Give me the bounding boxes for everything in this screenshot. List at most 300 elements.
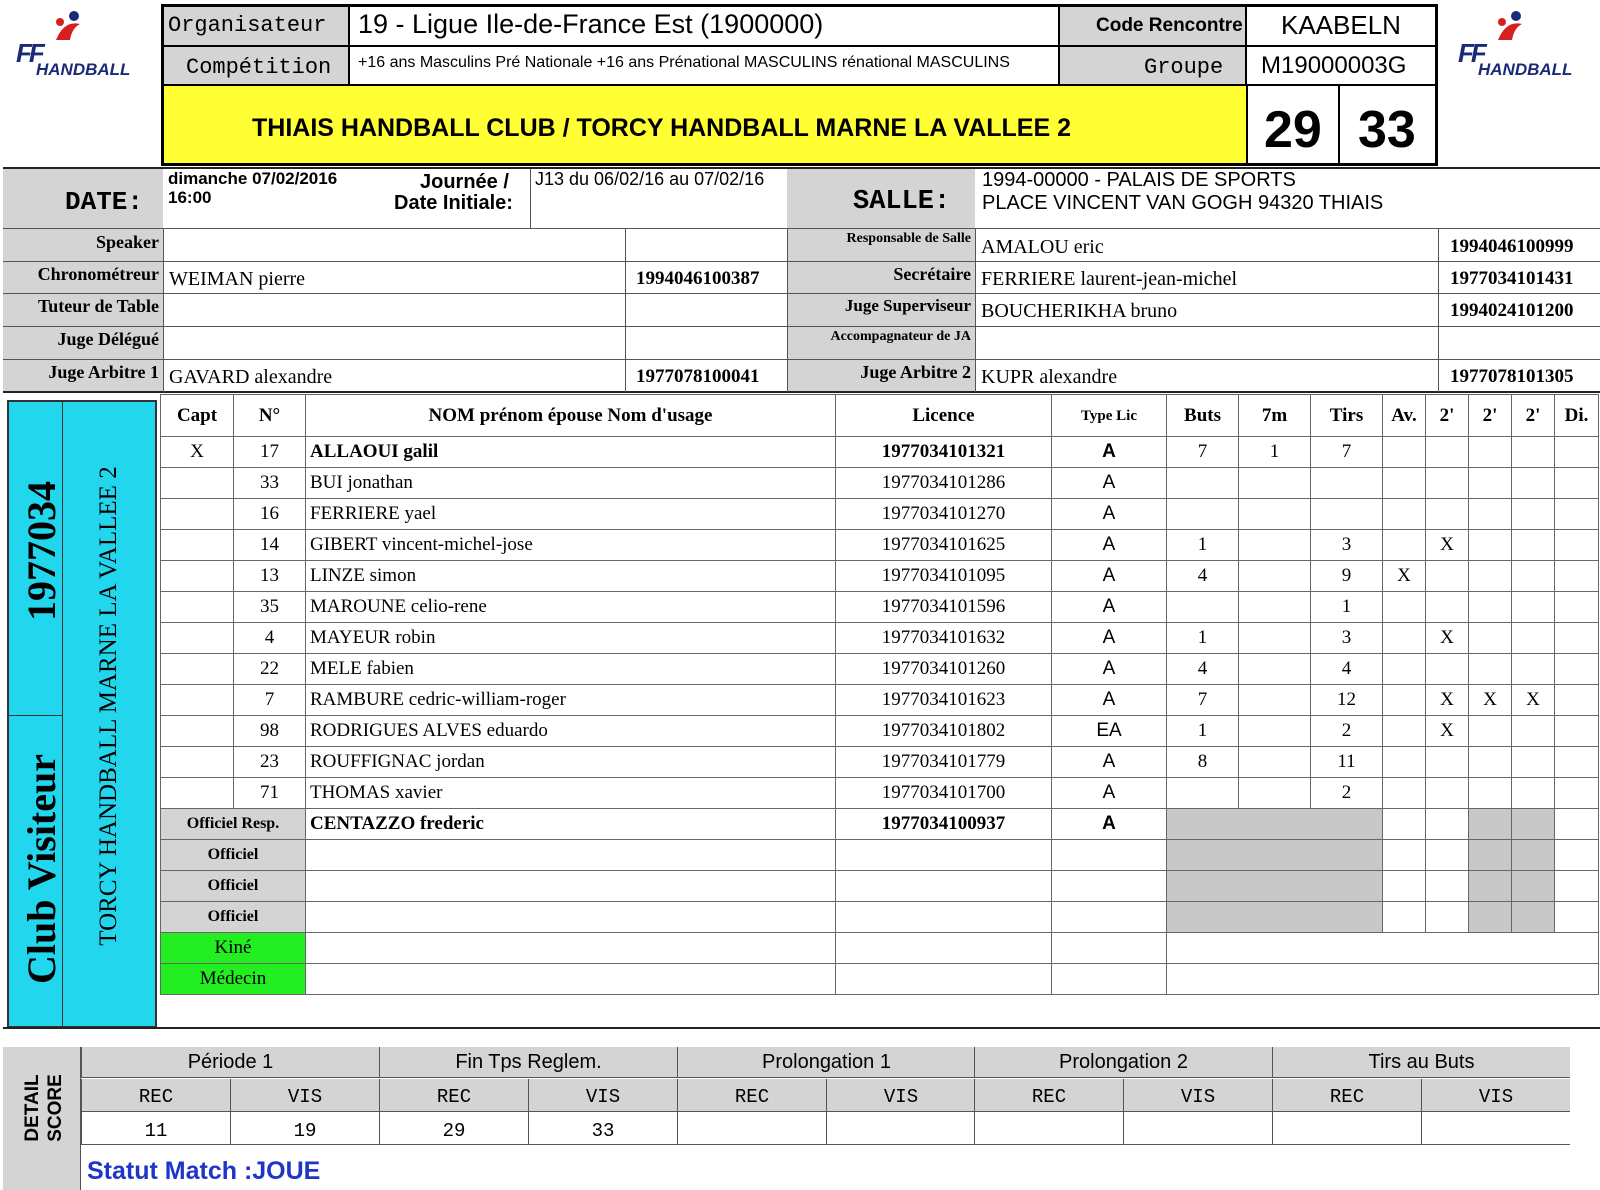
organisateur-value: 19 - Ligue Ile-de-France Est (1900000) — [358, 9, 824, 39]
player-tirs: 3 — [1311, 530, 1383, 561]
player-name: BUI jonathan — [306, 468, 836, 499]
player-licence: 1977034101260 — [836, 654, 1052, 685]
staff-type — [1052, 840, 1167, 871]
handball-player-icon — [1492, 10, 1532, 46]
staff-row — [161, 871, 1599, 902]
player-di — [1555, 623, 1599, 654]
period-vis-label: VIS — [1123, 1079, 1272, 1112]
col-7m: 7m — [1239, 395, 1311, 437]
period-rec-value: 29 — [379, 1112, 528, 1145]
journee-value: J13 du 06/02/16 au 07/02/16 — [535, 169, 765, 189]
period-label: Prolongation 2 — [974, 1047, 1272, 1078]
player-tirs: 2 — [1311, 716, 1383, 747]
player-capt — [161, 468, 234, 499]
staff-row — [161, 902, 1599, 933]
groupe-label: Groupe — [1058, 47, 1247, 84]
staff-av — [1383, 809, 1426, 840]
player-s1 — [1426, 778, 1469, 809]
player-s2 — [1469, 747, 1512, 778]
official-label-tuteur: Tuteur de Table — [37, 296, 159, 316]
staff-licence: 1977034100937 — [836, 809, 1052, 840]
player-capt — [161, 747, 234, 778]
player-s2 — [1469, 623, 1512, 654]
official-name-speaker — [167, 230, 622, 261]
player-m7: 1 — [1239, 437, 1311, 468]
player-row — [161, 778, 1599, 809]
period-rec-label: REC — [1272, 1079, 1421, 1112]
player-s1 — [1426, 437, 1469, 468]
player-m7 — [1239, 685, 1311, 716]
official-label-juge-delegue: Juge Délégué — [57, 329, 159, 349]
player-tirs: 7 — [1311, 437, 1383, 468]
period-rec-value: 11 — [81, 1112, 230, 1145]
player-num: 14 — [234, 530, 306, 561]
staff-s3 — [1512, 871, 1555, 902]
player-row — [161, 592, 1599, 623]
period-rec-value — [677, 1112, 826, 1145]
staff-s2 — [1469, 871, 1512, 902]
staff-type: A — [1052, 809, 1167, 840]
staff-stats-blocked — [1167, 871, 1383, 902]
salle-line2: PLACE VINCENT VAN GOGH 94320 THIAIS — [982, 192, 1384, 214]
club-name: TORCY HANDBALL MARNE LA VALLEE 2 — [95, 466, 122, 946]
staff-role: Officiel — [161, 902, 306, 933]
period-vis-value: 33 — [528, 1112, 677, 1145]
player-di — [1555, 716, 1599, 747]
player-s3 — [1512, 623, 1555, 654]
player-row — [161, 716, 1599, 747]
player-av — [1383, 716, 1426, 747]
player-s2 — [1469, 437, 1512, 468]
player-tirs: 1 — [1311, 592, 1383, 623]
period-vis-label: VIS — [528, 1079, 677, 1112]
official-label-secretaire: Secrétaire — [893, 264, 971, 284]
roster-header-row — [161, 395, 1599, 437]
period-vis-value — [826, 1112, 975, 1145]
player-name: LINZE simon — [306, 561, 836, 592]
player-row — [161, 499, 1599, 530]
player-row — [161, 623, 1599, 654]
staff-role: Officiel Resp. — [161, 809, 306, 840]
player-buts: 1 — [1167, 623, 1239, 654]
staff-s3 — [1512, 840, 1555, 871]
period-rec-value — [1272, 1112, 1421, 1145]
player-type: A — [1052, 623, 1167, 654]
club-code: 1977034 — [19, 481, 64, 621]
player-row — [161, 561, 1599, 592]
player-licence: 1977034101625 — [836, 530, 1052, 561]
staff-s1 — [1426, 902, 1469, 933]
player-licence: 1977034101321 — [836, 437, 1052, 468]
player-s2: X — [1469, 685, 1512, 716]
player-s3 — [1512, 530, 1555, 561]
player-name: RODRIGUES ALVES eduardo — [306, 716, 836, 747]
player-s3 — [1512, 499, 1555, 530]
official-licence-secretaire: 1977034101431 — [1450, 268, 1574, 289]
player-di — [1555, 530, 1599, 561]
staff-name — [306, 840, 836, 871]
medical-type — [1052, 933, 1167, 964]
player-m7 — [1239, 561, 1311, 592]
logo-handball-text: HANDBALL — [1478, 60, 1573, 79]
medical-empty — [1167, 964, 1599, 995]
staff-row — [161, 809, 1599, 840]
salle-line1: 1994-00000 - PALAIS DE SPORTS — [982, 169, 1296, 191]
player-tirs: 2 — [1311, 778, 1383, 809]
staff-stats-blocked — [1167, 902, 1383, 933]
player-m7 — [1239, 468, 1311, 499]
period-vis-value: 19 — [230, 1112, 379, 1145]
official-label-arbitre-2: Juge Arbitre 2 — [860, 362, 971, 382]
player-capt — [161, 654, 234, 685]
official-name-arbitre-2: KUPR alexandre — [981, 366, 1118, 388]
player-capt — [161, 685, 234, 716]
match-status: Statut Match :JOUE — [87, 1157, 321, 1185]
official-label-responsable-salle: Responsable de Salle — [846, 231, 971, 246]
player-s2 — [1469, 778, 1512, 809]
official-label-speaker: Speaker — [96, 232, 159, 252]
player-m7 — [1239, 747, 1311, 778]
player-tirs: 9 — [1311, 561, 1383, 592]
detail-label-line2: SCORE — [45, 1074, 66, 1142]
code-rencontre-label: Code Rencontre — [1058, 7, 1247, 45]
player-m7 — [1239, 623, 1311, 654]
player-licence: 1977034101802 — [836, 716, 1052, 747]
player-type: A — [1052, 437, 1167, 468]
player-s2 — [1469, 530, 1512, 561]
player-s3: X — [1512, 685, 1555, 716]
staff-licence — [836, 840, 1052, 871]
ff-handball-logo-right — [1452, 10, 1592, 90]
player-name: FERRIERE yael — [306, 499, 836, 530]
player-capt — [161, 499, 234, 530]
player-row — [161, 530, 1599, 561]
col-name: NOM prénom épouse Nom d'usage — [306, 395, 836, 437]
player-name: MAYEUR robin — [306, 623, 836, 654]
medical-role: Médecin — [161, 964, 306, 995]
period-rec-label: REC — [379, 1079, 528, 1112]
player-licence: 1977034101596 — [836, 592, 1052, 623]
player-row — [161, 437, 1599, 468]
player-av — [1383, 685, 1426, 716]
player-name: MAROUNE celio-rene — [306, 592, 836, 623]
player-di — [1555, 685, 1599, 716]
official-licence-responsable-salle: 1994046100999 — [1450, 236, 1574, 257]
player-buts: 7 — [1167, 437, 1239, 468]
staff-s1 — [1426, 809, 1469, 840]
staff-s2 — [1469, 840, 1512, 871]
competition-label: Compétition — [164, 47, 350, 84]
player-type: A — [1052, 592, 1167, 623]
official-label-accompagnateur: Accompagnateur de JA — [830, 329, 971, 344]
official-licence-juge-superviseur: 1994024101200 — [1450, 300, 1574, 321]
player-name: RAMBURE cedric-william-roger — [306, 685, 836, 716]
logo-ff-text: FF — [16, 38, 42, 68]
player-av — [1383, 437, 1426, 468]
col-2min-3: 2' — [1512, 395, 1555, 437]
ff-handball-logo-left — [10, 10, 150, 90]
player-av — [1383, 530, 1426, 561]
handball-player-icon — [50, 10, 90, 46]
staff-av — [1383, 902, 1426, 933]
player-num: 23 — [234, 747, 306, 778]
player-licence: 1977034101632 — [836, 623, 1052, 654]
player-s3 — [1512, 716, 1555, 747]
player-num: 35 — [234, 592, 306, 623]
official-licence-juge-delegue — [628, 327, 786, 358]
official-name-tuteur — [167, 294, 622, 325]
player-s3 — [1512, 437, 1555, 468]
staff-name — [306, 902, 836, 933]
staff-di — [1555, 840, 1599, 871]
period-rec-value — [974, 1112, 1123, 1145]
period-label: Tirs au Buts — [1272, 1047, 1570, 1078]
staff-stats-blocked — [1167, 840, 1383, 871]
player-di — [1555, 654, 1599, 685]
player-m7 — [1239, 716, 1311, 747]
player-type: EA — [1052, 716, 1167, 747]
medical-name — [306, 933, 836, 964]
player-di — [1555, 778, 1599, 809]
player-s1 — [1426, 592, 1469, 623]
official-licence-speaker — [628, 230, 786, 261]
player-num: 33 — [234, 468, 306, 499]
col-licence: Licence — [836, 395, 1052, 437]
club-side-label: Club Visiteur — [19, 753, 64, 985]
player-num: 98 — [234, 716, 306, 747]
player-m7 — [1239, 592, 1311, 623]
player-buts — [1167, 499, 1239, 530]
code-rencontre-value: KAABELN — [1281, 10, 1401, 40]
logo-ff-text: FF — [1458, 38, 1484, 68]
player-av — [1383, 778, 1426, 809]
score-away: 33 — [1358, 101, 1416, 159]
player-type: A — [1052, 685, 1167, 716]
staff-s1 — [1426, 871, 1469, 902]
player-name: MELE fabien — [306, 654, 836, 685]
official-name-accompagnateur — [979, 327, 1435, 358]
official-licence-tuteur — [628, 294, 786, 325]
date-value-line2: 16:00 — [168, 188, 212, 207]
official-name-responsable-salle: AMALOU eric — [981, 236, 1104, 258]
score-home: 29 — [1250, 86, 1340, 163]
player-buts: 7 — [1167, 685, 1239, 716]
player-tirs: 11 — [1311, 747, 1383, 778]
col-av: Av. — [1383, 395, 1426, 437]
period-rec-label: REC — [81, 1079, 230, 1112]
player-num: 7 — [234, 685, 306, 716]
player-s2 — [1469, 654, 1512, 685]
player-tirs: 3 — [1311, 623, 1383, 654]
player-capt — [161, 623, 234, 654]
player-type: A — [1052, 747, 1167, 778]
staff-licence — [836, 871, 1052, 902]
period-vis-label: VIS — [230, 1079, 379, 1112]
col-tirs: Tirs — [1311, 395, 1383, 437]
player-buts: 1 — [1167, 716, 1239, 747]
player-capt — [161, 778, 234, 809]
staff-av — [1383, 871, 1426, 902]
medical-empty — [1167, 933, 1599, 964]
player-s2 — [1469, 468, 1512, 499]
player-av: X — [1383, 561, 1426, 592]
player-buts — [1167, 778, 1239, 809]
player-num: 13 — [234, 561, 306, 592]
player-di — [1555, 561, 1599, 592]
medical-name — [306, 964, 836, 995]
player-licence: 1977034101286 — [836, 468, 1052, 499]
player-name: GIBERT vincent-michel-jose — [306, 530, 836, 561]
date-label: DATE: — [3, 169, 163, 228]
player-tirs — [1311, 499, 1383, 530]
medical-row — [161, 933, 1599, 964]
player-num: 16 — [234, 499, 306, 530]
player-licence: 1977034101095 — [836, 561, 1052, 592]
official-licence-arbitre-2: 1977078101305 — [1450, 366, 1574, 387]
period-vis-value — [1123, 1112, 1272, 1145]
official-name-secretaire: FERRIERE laurent-jean-michel — [981, 268, 1238, 290]
player-type: A — [1052, 530, 1167, 561]
staff-s2 — [1469, 809, 1512, 840]
competition-value: +16 ans Masculins Pré Nationale +16 ans Prénational MASCULINS rénational MASCULINS — [358, 54, 1010, 71]
medical-type — [1052, 964, 1167, 995]
official-label-juge-superviseur: Juge Superviseur — [844, 296, 971, 315]
player-licence: 1977034101700 — [836, 778, 1052, 809]
player-type: A — [1052, 561, 1167, 592]
player-s2 — [1469, 499, 1512, 530]
col-type-lic: Type Lic — [1052, 395, 1167, 437]
player-tirs: 4 — [1311, 654, 1383, 685]
player-di — [1555, 592, 1599, 623]
player-name: ROUFFIGNAC jordan — [306, 747, 836, 778]
player-buts: 1 — [1167, 530, 1239, 561]
staff-s1 — [1426, 840, 1469, 871]
player-s1: X — [1426, 623, 1469, 654]
player-capt: X — [161, 437, 234, 468]
player-s3 — [1512, 468, 1555, 499]
date-value-line1: dimanche 07/02/2016 — [168, 169, 338, 188]
medical-licence — [836, 964, 1052, 995]
staff-di — [1555, 902, 1599, 933]
medical-row — [161, 964, 1599, 995]
player-type: A — [1052, 499, 1167, 530]
player-licence: 1977034101623 — [836, 685, 1052, 716]
player-row — [161, 654, 1599, 685]
col-di: Di. — [1555, 395, 1599, 437]
player-num: 17 — [234, 437, 306, 468]
player-capt — [161, 561, 234, 592]
roster-table — [160, 394, 1599, 995]
player-capt — [161, 716, 234, 747]
player-type: A — [1052, 654, 1167, 685]
staff-stats-blocked — [1167, 809, 1383, 840]
medical-role: Kiné — [161, 933, 306, 964]
staff-role: Officiel — [161, 840, 306, 871]
staff-av — [1383, 840, 1426, 871]
player-av — [1383, 654, 1426, 685]
player-m7 — [1239, 499, 1311, 530]
player-s1 — [1426, 499, 1469, 530]
player-av — [1383, 747, 1426, 778]
player-s3 — [1512, 592, 1555, 623]
staff-name — [306, 871, 836, 902]
player-s1: X — [1426, 530, 1469, 561]
journee-label-line2: Date Initiale: — [394, 192, 513, 214]
player-buts — [1167, 592, 1239, 623]
player-buts: 4 — [1167, 654, 1239, 685]
official-label-arbitre-1: Juge Arbitre 1 — [48, 362, 159, 382]
player-s1: X — [1426, 716, 1469, 747]
salle-label: SALLE: — [787, 169, 975, 228]
period-vis-label: VIS — [1421, 1079, 1570, 1112]
player-s1 — [1426, 747, 1469, 778]
player-av — [1383, 499, 1426, 530]
staff-s2 — [1469, 902, 1512, 933]
organisateur-label: Organisateur — [164, 7, 350, 45]
period-vis-label: VIS — [826, 1079, 975, 1112]
player-s3 — [1512, 778, 1555, 809]
player-row — [161, 685, 1599, 716]
official-label-chronometreur: Chronométreur — [37, 264, 159, 284]
official-licence-arbitre-1: 1977078100041 — [636, 366, 760, 387]
player-s2 — [1469, 716, 1512, 747]
player-row — [161, 468, 1599, 499]
player-di — [1555, 747, 1599, 778]
player-di — [1555, 437, 1599, 468]
player-s3 — [1512, 747, 1555, 778]
player-s1: X — [1426, 685, 1469, 716]
staff-di — [1555, 809, 1599, 840]
player-num: 71 — [234, 778, 306, 809]
player-av — [1383, 592, 1426, 623]
player-num: 22 — [234, 654, 306, 685]
col-2min-2: 2' — [1469, 395, 1512, 437]
official-name-juge-superviseur: BOUCHERIKHA bruno — [981, 300, 1178, 322]
player-num: 4 — [234, 623, 306, 654]
staff-s3 — [1512, 809, 1555, 840]
player-s1 — [1426, 468, 1469, 499]
player-av — [1383, 468, 1426, 499]
staff-s3 — [1512, 902, 1555, 933]
player-m7 — [1239, 654, 1311, 685]
period-rec-label: REC — [677, 1079, 826, 1112]
player-s3 — [1512, 561, 1555, 592]
period-vis-value — [1421, 1112, 1570, 1145]
match-title: THIAIS HANDBALL CLUB / TORCY HANDBALL MARNE LA VALLEE 2 — [164, 86, 1248, 163]
staff-name: CENTAZZO frederic — [306, 809, 836, 840]
period-rec-label: REC — [974, 1079, 1123, 1112]
player-licence: 1977034101270 — [836, 499, 1052, 530]
player-di — [1555, 468, 1599, 499]
player-m7 — [1239, 530, 1311, 561]
player-name: THOMAS xavier — [306, 778, 836, 809]
player-capt — [161, 530, 234, 561]
player-type: A — [1052, 778, 1167, 809]
player-s2 — [1469, 561, 1512, 592]
staff-type — [1052, 902, 1167, 933]
official-licence-chronometreur: 1994046100387 — [636, 268, 760, 289]
official-name-chronometreur: WEIMAN pierre — [169, 268, 306, 290]
journee-label-line1: Journée / — [420, 171, 509, 193]
player-s3 — [1512, 654, 1555, 685]
player-capt — [161, 592, 234, 623]
staff-role: Officiel — [161, 871, 306, 902]
player-di — [1555, 499, 1599, 530]
player-name: ALLAOUI galil — [306, 437, 836, 468]
staff-row — [161, 840, 1599, 871]
groupe-value: M19000003G — [1261, 52, 1407, 79]
official-licence-accompagnateur — [1441, 327, 1600, 358]
